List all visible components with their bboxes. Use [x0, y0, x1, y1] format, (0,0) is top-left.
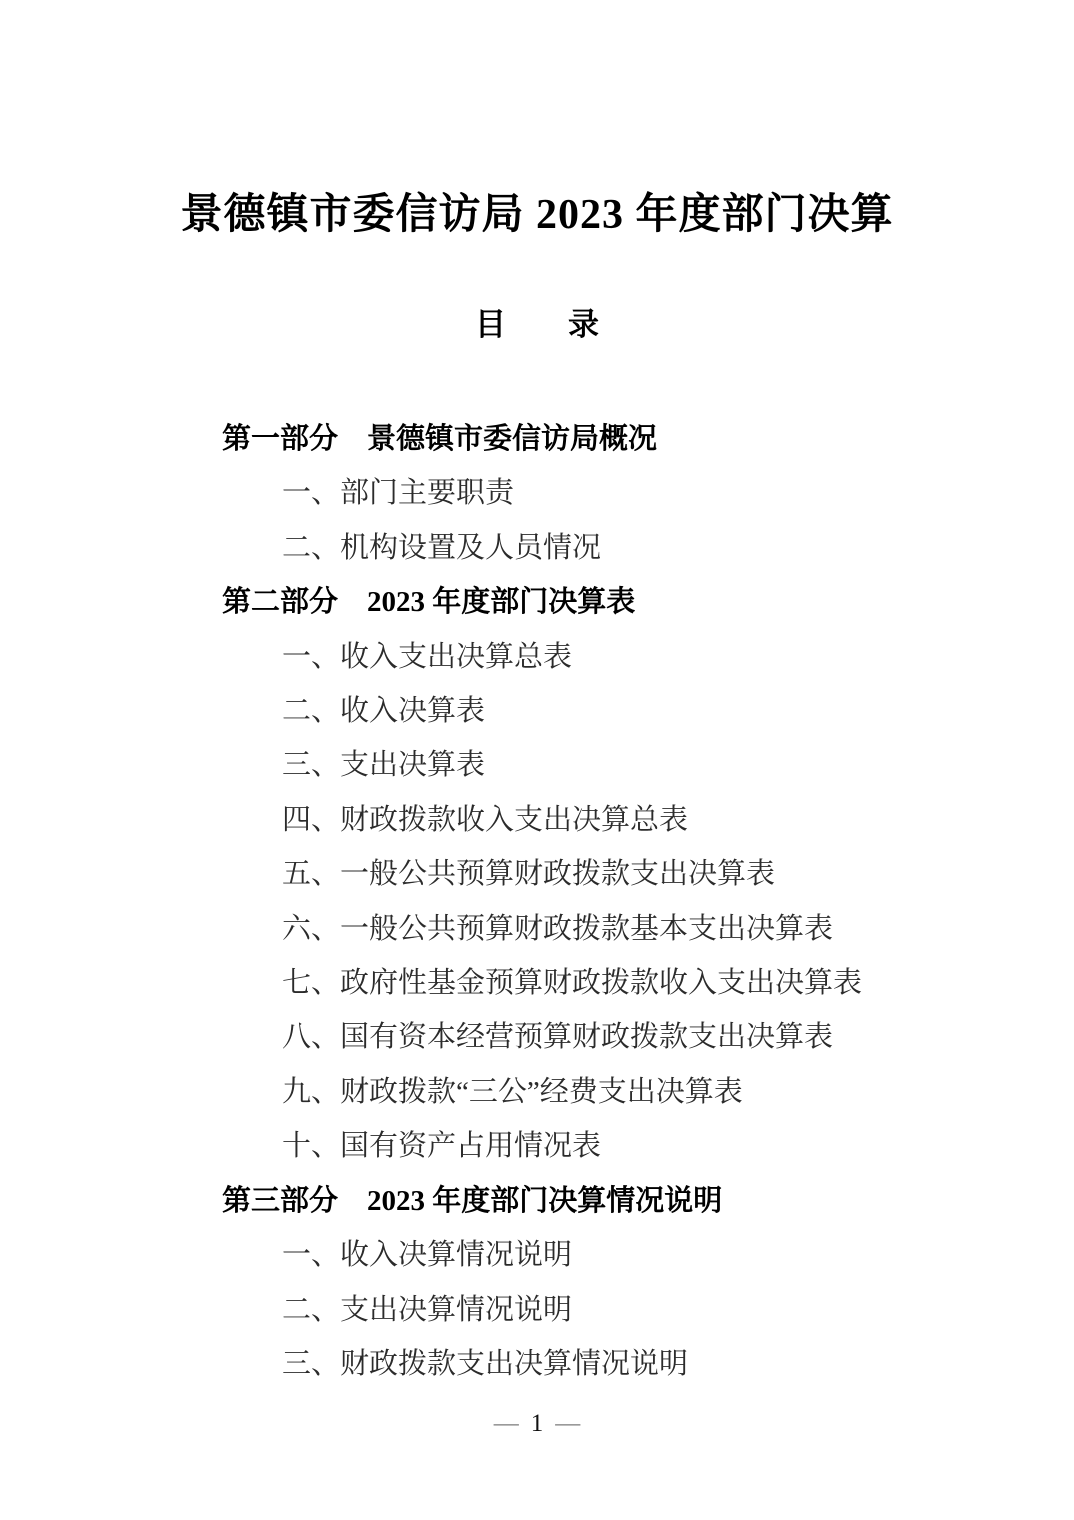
toc-item: 三、支出决算表: [282, 749, 486, 782]
toc-item: 七、政府性基金预算财政拨款收入支出决算表: [282, 967, 863, 1000]
toc-item: 一、收入支出决算总表: [282, 640, 573, 673]
toc-item: 九、财政拨款“三公”经费支出决算表: [282, 1075, 743, 1108]
toc-section-heading: 第一部分 景德镇市委信访局概况: [222, 423, 658, 455]
toc-section-heading: 第三部分 2023 年度部门决算情况说明: [222, 1184, 723, 1217]
toc-heading: 目 录: [475, 307, 599, 342]
footer-left-dash: —: [493, 1410, 519, 1437]
toc-item: 二、支出决算情况说明: [282, 1293, 573, 1326]
toc-item: 三、财政拨款支出决算情况说明: [282, 1347, 689, 1380]
toc-item: 六、一般公共预算财政拨款基本支出决算表: [282, 912, 834, 945]
footer-page-number: 1: [530, 1410, 544, 1437]
toc-item: 十、国有资产占用情况表: [282, 1130, 602, 1163]
toc-item: 二、机构设置及人员情况: [282, 531, 602, 564]
document-title: 景德镇市委信访局 2023 年度部门决算: [180, 192, 894, 238]
toc-item: 一、部门主要职责: [282, 477, 515, 510]
toc-list: [0, 412, 1074, 1391]
footer-right-dash: —: [555, 1410, 581, 1437]
toc-item: 四、财政拨款收入支出决算总表: [282, 803, 689, 836]
toc-item: 八、国有资本经营预算财政拨款支出决算表: [282, 1021, 834, 1054]
page-footer: [0, 1406, 1074, 1442]
toc-item: 五、一般公共预算财政拨款支出决算表: [282, 858, 776, 891]
toc-item: 一、收入决算情况说明: [282, 1239, 573, 1272]
toc-item: 二、收入决算表: [282, 695, 486, 728]
toc-section-heading: 第二部分 2023 年度部门决算表: [222, 586, 636, 619]
